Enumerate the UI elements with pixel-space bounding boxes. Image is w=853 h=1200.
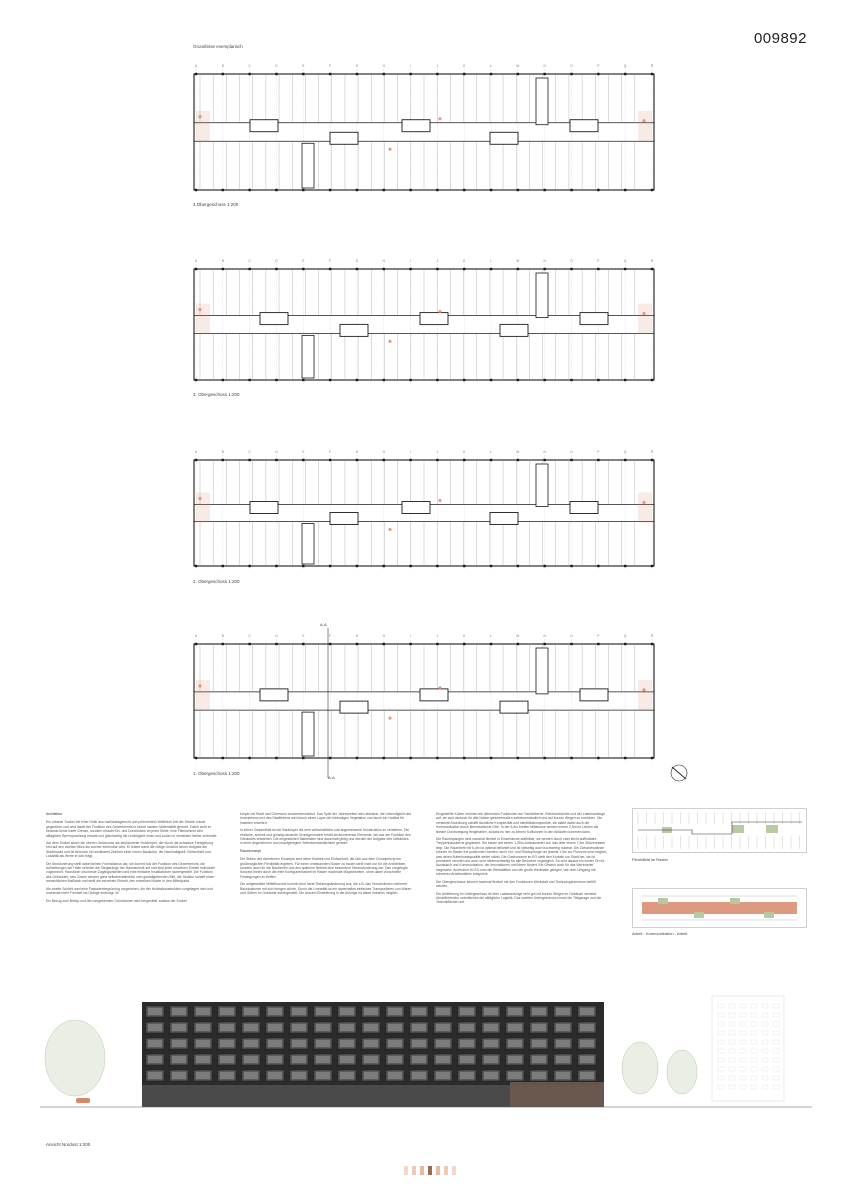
stair-core xyxy=(302,335,314,378)
paragraph: Als zweite Schicht wird eine Fassadenbegrünung vorgesehen, die der Holzbalkonstruktion vorgelagert wird und nochmals mehr Feinheit ins Gefüge einbringt. W xyxy=(46,886,213,896)
service-core xyxy=(330,512,358,524)
grid-axis-label: F xyxy=(329,634,332,638)
service-core xyxy=(580,689,608,701)
floor-plan-label: 1. Obergeschoss 1:200 xyxy=(193,771,240,776)
accent-zone xyxy=(196,493,210,523)
heading-architecture: Architektur xyxy=(46,812,63,816)
grid-axis-label: D xyxy=(275,259,278,263)
floor-plan-3og xyxy=(190,255,658,390)
grid-axis-label: A xyxy=(194,450,198,454)
core-block xyxy=(694,912,704,918)
paragraph: Die Strukturierung stellt dabei keinen Formalismus dar, sie kommt aus der Funktion des Gewerbehofs, die Aufweitungen der Hülle nehmen die Stegstränge der Haustechnik auf und sind jeder einzelnen Einheit individuell zugeordnet. Haustürch sind beste Zugängichkeiten und eine einfache Installationen sichergestellt. Die Funktion des Gebäudes, sein Zweck werden ganz selbstverständlich zum gestaltgebenden Bild, die Struktur schafft einen menschlichen Maßstab und stellt die einzelnen Einheit, den einzelnen Nutzer in den Mittelpunkt. xyxy=(46,861,215,884)
flexibility-diagram xyxy=(632,808,807,853)
furniture-mark xyxy=(438,310,441,313)
accent-zone xyxy=(196,680,210,710)
furniture-mark xyxy=(198,308,201,311)
grid-axis-label: C xyxy=(248,64,251,68)
service-core xyxy=(402,120,430,132)
grid-axis-label: P xyxy=(597,450,600,454)
floor-plan-1og xyxy=(190,630,658,768)
floor-plan-drawing xyxy=(190,60,658,200)
tree-left xyxy=(45,1020,105,1096)
core-block xyxy=(732,825,744,833)
paragraph: In seiner Gesamtheit ist der Baukörper als sehr wirtschaftliche und angemessene Konstruktion zu verstehen. Die einfache, schnell und günstig bauende Grundgeometrie erhält strukturierende Elemente, die aus der Funktion des Gebäudes entstehen. Die eingesetzten Materialien sind dauerhaft gültig und werden der Aufgabe des Gebäudes in einer angenehmen und unaufgeregten Selbstverständlichkeit gerecht. xyxy=(240,828,411,846)
furniture-mark xyxy=(388,148,391,151)
service-core xyxy=(420,689,448,701)
grid-axis-label: H xyxy=(382,259,385,263)
text-column-concept xyxy=(240,812,412,899)
accent-zone xyxy=(638,111,652,141)
stair-core xyxy=(536,648,548,694)
grid-axis-label: G xyxy=(355,634,359,638)
car xyxy=(76,1098,90,1103)
grid-axis-label: L xyxy=(490,450,492,454)
grid-axis-label: K xyxy=(463,64,466,68)
grid-axis-label: L xyxy=(490,64,492,68)
color-swatch xyxy=(444,1166,448,1175)
floor-plan-label: 3. Obergeschoss 1:200 xyxy=(193,392,240,397)
grid-axis-label: D xyxy=(275,450,278,454)
grid-axis-label: I xyxy=(410,634,412,638)
stair-core xyxy=(302,712,314,756)
elevation-label: Ansicht Nordost 1:200 xyxy=(46,1142,91,1147)
grid-axis-label: I xyxy=(410,259,412,263)
furniture-mark xyxy=(642,688,645,691)
furniture-mark xyxy=(642,501,645,504)
grid-axis-label: E xyxy=(302,634,305,638)
furniture-mark xyxy=(198,497,201,500)
stair-core xyxy=(302,523,314,564)
neighbour-building xyxy=(712,996,784,1101)
sheet-number: 009892 xyxy=(753,30,807,47)
core-block xyxy=(730,898,740,904)
grid-axis-label: H xyxy=(382,634,385,638)
paragraph: Ein urbaner Sockel mit einer Hülle aus maßstabsgerecht und perforiertem Wellblech tritt der Straße robust gegenüber und wird damit der Funktion des Gewerbehofs in seiner starken Materialität gerecht. Dabei zieht er bewusst keine harte Grenze, sondern erlaubt Ein- und Durchblicke an jeder Stelle, eine Filterschicht eine alltägliche Sperrsprachung erlaubt und gleichzeitig mit Leichtigkeit innen und außen in vernetzter Weise verbindet. xyxy=(46,820,218,838)
grid-axis-label: H xyxy=(382,450,385,454)
paragraph: Die Raumspangen sind maximal flexibel in Einzelräume aufteilbar, sie werden durch zwei leicht auffindbare Treppenhauskerne gegliedert. Sie bauen auf einem 1,35m-Ausbauraster auf, das über einem 7,5m Stützenraster liegt. Die Raumtiefe mit 6,4m ist optimal belichtet und ist vielseitig auch hochwertig nutzbar. Die Zwischenwände können im Raster frei positioniert werden, auch Vor- und Rücksprünge um jeweils 1,5m zur Flurzone sind möglich, was deren Aufenthaltsqualität weiter stärkt. Die Gastronomie im EG stellt den Kontakt zur Stadt her, sie ist prominent verortet und auch sehr niederschwellig für alle Besucher zugänglich. So wird daraus ein echter Ort für Austausch und Kommunikation, der Innovationen und Ideen fördert. Ein Gewinn auch für das Werkviertel insgesamt. Außerdem im EG sind die Werkstätten und die große Werkhalle gelegen, wie dem Umgang mit schweren Arbeitsmitteln entspricht. xyxy=(436,837,608,877)
floor-plan-drawing xyxy=(190,630,658,768)
work-communication-diagram xyxy=(632,888,807,928)
paragraph: körper mit Stadt und Grünraum zusammenwächst. Das Spiel der Jahreszeiten wird ablesbar, die Lebendigkeit des Innenlebens und des Stadtlebens wird durch einen Layer der lebendigen Vegetation und durch ein Habitat für Insekten erweitert. xyxy=(240,812,412,825)
grid-axis-label: M xyxy=(516,450,520,454)
service-core xyxy=(490,512,518,524)
paragraph: Die aufgeweitete Mittelflurzone kommt ohne harte Richtungsänderung aus, die z.B. das Verschränken mehrerer Baustrukturen mit sich bringen würde. Durch die Linearität ist ein dauerhaftes einfaches Transportieren von Waren und Gütern im Gebäude sichergestellt. Die Ausund Einlieferung in die Aufzüge ist dabei mühelos möglich. xyxy=(240,882,412,896)
service-core xyxy=(250,502,278,514)
grid-axis-label: O xyxy=(570,259,573,263)
grid-axis-label: J xyxy=(436,64,439,68)
core-block xyxy=(658,898,668,904)
service-core xyxy=(250,120,278,132)
grid-axis-label: R xyxy=(650,450,654,454)
core-block xyxy=(766,825,778,833)
grid-axis-label: O xyxy=(570,450,573,454)
service-core xyxy=(490,132,518,144)
grid-axis-label: Q xyxy=(623,64,627,68)
grid-axis-label: F xyxy=(329,64,332,68)
furniture-mark xyxy=(388,528,391,531)
grid-axis-label: Q xyxy=(623,634,627,638)
stair-core xyxy=(536,78,548,125)
service-core xyxy=(260,313,288,325)
entrance-glazing xyxy=(510,1082,604,1107)
color-swatches xyxy=(404,1166,456,1175)
grid-axis-label: F xyxy=(329,450,332,454)
service-core xyxy=(402,502,430,514)
stair-core xyxy=(536,464,548,507)
grid-axis-label: R xyxy=(650,634,654,638)
section-mark-bottom: A-A xyxy=(328,775,335,780)
grid-axis-label: E xyxy=(302,64,305,68)
grid-axis-label: Q xyxy=(623,259,627,263)
section-title: Grundrisse exemplarisch xyxy=(193,44,243,49)
accent-zone xyxy=(638,680,652,710)
service-core xyxy=(500,324,528,336)
diagram-caption: Arbeit - Kommunikation - Arbeit xyxy=(632,931,688,936)
core-block xyxy=(764,912,774,918)
furniture-mark xyxy=(198,684,201,687)
grid-axis-label: Q xyxy=(623,450,627,454)
color-swatch xyxy=(436,1166,440,1175)
grid-axis-label: B xyxy=(221,259,224,263)
stair-core xyxy=(302,143,314,188)
service-core xyxy=(330,132,358,144)
service-core xyxy=(570,120,598,132)
floor-plan-2og xyxy=(190,446,658,576)
service-core xyxy=(580,313,608,325)
floor-plan-drawing xyxy=(190,255,658,390)
floor-plan-drawing xyxy=(190,446,658,576)
grid-axis-label: D xyxy=(275,64,278,68)
paragraph: Ein Bezug zum Biotop und den umgebenden Grünräumen wird hergestellt, sodass der Sockel xyxy=(46,898,187,903)
grid-axis-label: G xyxy=(355,450,359,454)
grid-axis-label: E xyxy=(302,450,305,454)
stair-core xyxy=(536,273,548,318)
grid-axis-label: M xyxy=(516,64,520,68)
color-swatch xyxy=(452,1166,456,1175)
grid-axis-label: P xyxy=(597,64,600,68)
service-core xyxy=(420,313,448,325)
grid-axis-label: J xyxy=(436,450,439,454)
furniture-mark xyxy=(388,717,391,720)
furniture-mark xyxy=(642,119,645,122)
grid-axis-label: G xyxy=(355,259,359,263)
text-column-spaces xyxy=(436,812,608,908)
grid-axis-label: M xyxy=(516,634,520,638)
grid-axis-label: N xyxy=(543,64,546,68)
service-core xyxy=(340,324,368,336)
grid-axis-label: J xyxy=(436,634,439,638)
north-arrow-icon xyxy=(669,763,689,783)
grid-axis-label: N xyxy=(543,450,546,454)
paragraph: Die Anlieferung im Untergeschoss ist über Lastenaufzüge sehr gut mit kurzen Wegen im Gebäude vernetzt. Abstellbereiche unterfischen die alltägliche Logistik. Das zweiten Untergeschoss nimmt die Tiefgarage und die Technikflächen auf. xyxy=(436,891,602,905)
grid-axis-label: R xyxy=(650,64,654,68)
section-line xyxy=(325,628,331,778)
grid-axis-label: A xyxy=(194,634,198,638)
elevation-north-east xyxy=(0,990,853,1140)
service-core xyxy=(500,701,528,713)
grid-axis-label: B xyxy=(221,634,224,638)
grid-axis-label: G xyxy=(355,64,359,68)
grid-axis-label: I xyxy=(410,64,412,68)
section-mark-top: A-A xyxy=(320,622,327,627)
floor-plan-4og xyxy=(190,60,658,200)
diagram-caption: Flexibilität im Raster xyxy=(632,857,669,862)
furniture-mark xyxy=(438,499,441,502)
color-swatch xyxy=(428,1166,432,1175)
paragraph: Die Obergeschosse können maximal flexibel mit den Funktionen Werkstatt und Technologiezentrum befüllt werden. xyxy=(436,879,596,889)
grid-axis-label: E xyxy=(302,259,305,263)
grid-axis-label: L xyxy=(490,634,492,638)
grid-axis-label: H xyxy=(382,64,385,68)
grid-axis-label: K xyxy=(463,259,466,263)
grid-axis-label: L xyxy=(490,259,492,263)
grid-axis-label: K xyxy=(463,450,466,454)
color-swatch xyxy=(404,1166,408,1175)
text-column-architecture xyxy=(46,812,218,906)
grid-axis-label: O xyxy=(570,634,573,638)
floor-plan-label: 2. Obergeschoss 1:200 xyxy=(193,579,240,584)
furniture-mark xyxy=(642,312,645,315)
grid-axis-label: A xyxy=(194,259,198,263)
grid-axis-label: M xyxy=(516,259,520,263)
paragraph: Die Stärke des räumlichen Konzepts sind seine Klarheit und Einfachheit, die sich aus dem Grundprinzip der größtmöglichen Flexibilität ergeben. Für einen unbekannten Nutzer zu bauen stellt nicht nur für die Architekten, sondern auch für die Bauherren und den späteren Betrieb eine besondere Herausforderung dar. Das vorgelegte Konzept bietet durch die freie Konfigurierbarkeit im Raster maximale Möglichkeiten, ohne dabei vorschnelle Festlegungen zu treffen. xyxy=(240,857,408,879)
tree-right xyxy=(622,1042,697,1094)
accent-zone xyxy=(638,304,652,334)
grid-axis-label: N xyxy=(543,634,546,638)
furniture-mark xyxy=(438,686,441,689)
grid-axis-label: J xyxy=(436,259,439,263)
grid-axis-label: K xyxy=(463,634,466,638)
grid-axis-label: B xyxy=(221,64,224,68)
accent-zone xyxy=(196,304,210,334)
accent-zone xyxy=(638,493,652,523)
grid-axis-label: R xyxy=(650,259,654,263)
color-swatch xyxy=(412,1166,416,1175)
furniture-mark xyxy=(198,115,201,118)
accent-zone xyxy=(196,111,210,141)
grid-axis-label: F xyxy=(329,259,332,263)
service-core xyxy=(340,701,368,713)
grid-axis-label: C xyxy=(248,259,251,263)
heading-room-concept: Raumkonzept xyxy=(240,848,261,853)
grid-axis-label: N xyxy=(543,259,546,263)
grid-axis-label: B xyxy=(221,450,224,454)
paragraph: Eingestellte Kuben nehmen die dienenden Funktionen der Sanitärkerne, Elektroschächte und der Lastenaufzüge auf, sie sind dadurch für alle Nutzer gleichermaßen selbstverständlich und auf kurzen Wegen zu erreichen. Die versetzte Anordnung schafft räumliche Komplexität und Identifikationspunkte, sie stärkt dabei auch die Kommunikation durch kleinräumliche Orte. In der 5,4m breiten Mittelzone werden immer 2,5m im Lichten als lineare Durchwegung freigehalten, sodass es hier zu keinen Kollisionen in den Abläufen kommen kann. xyxy=(436,812,606,834)
service-core xyxy=(260,689,288,701)
service-core xyxy=(570,502,598,514)
grid-axis-label: O xyxy=(570,64,573,68)
floor-plan-label: 4.Obergeschoss 1:200 xyxy=(193,202,239,207)
paragraph: Auf dem Sockel sitzen die oberen Geschosse als strukturierter Holzkörper, der durch die schwarze Farbgebung erst auf den zweiten Blick als solcher erkennbar wird. Er leistet somit die nötige Umsicht seiner Aufgabe als Stadtmodul und ist dennoch ein sichtbares Zeichen einer neuen Baukultur, die Nachhaltigkeit, Einfachheit und Lokalität als Werte in sich trägt. xyxy=(46,841,213,859)
furniture-mark xyxy=(388,340,391,343)
furniture-mark xyxy=(438,117,441,120)
color-swatch xyxy=(420,1166,424,1175)
grid-axis-label: P xyxy=(597,259,600,263)
grid-axis-label: A xyxy=(194,64,198,68)
grid-axis-label: P xyxy=(597,634,600,638)
grid-axis-label: I xyxy=(410,450,412,454)
grid-axis-label: C xyxy=(248,634,251,638)
grid-axis-label: C xyxy=(248,450,251,454)
grid-axis-label: D xyxy=(275,634,278,638)
